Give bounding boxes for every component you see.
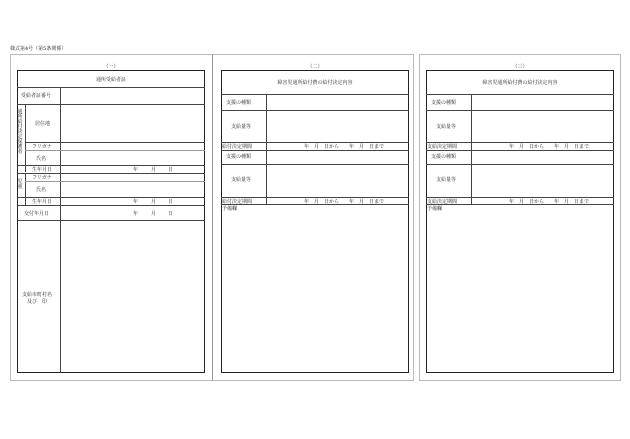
panel3-remarks-label: 予備欄	[427, 206, 443, 212]
form-label: 様式第4号（第5条関係）	[10, 46, 67, 52]
panel3-support-type-label-2: 支援の種類	[431, 154, 457, 160]
panel2-period-text: 年 月 日から 年 月 日まで	[304, 144, 385, 150]
panel2-support-type-label: 支援の種類	[226, 100, 252, 106]
child-furigana-label: フリガナ	[32, 175, 52, 181]
address-label: 居住地	[35, 121, 51, 127]
panel2-supply-amount-label-2: 支給量等	[231, 177, 252, 183]
panel3-line-3	[426, 150, 614, 151]
issue-month: 月	[151, 211, 157, 217]
birthdate-year: 年	[133, 167, 139, 173]
panel3-period-text: 年 月 日から 年 月 日まで	[509, 144, 590, 150]
panel1-frame	[17, 70, 205, 373]
panel3-number: （三）	[512, 64, 528, 70]
child-birthdate-day: 日	[168, 199, 174, 205]
panel1-line-6	[25, 181, 205, 182]
panel3-line-6	[426, 204, 614, 205]
panel3-supply-amount-label: 支給量等	[436, 124, 457, 130]
panel1-line-4	[17, 165, 205, 166]
panel3-line-title	[426, 94, 614, 95]
panel2-line-2	[221, 142, 409, 143]
municipality-label-2: 及び 印	[27, 299, 48, 305]
panel1-line-1	[17, 104, 205, 105]
panel3-period-label-2: 支給決定期間	[427, 199, 458, 205]
panel1-label-column-line	[60, 87, 61, 373]
panel3-period-label: 支給決定期間	[427, 144, 458, 150]
panel3-period-text-2: 年 月 日から 年 月 日まで	[509, 199, 590, 205]
panel2-supply-amount-label: 支給量等	[231, 124, 252, 130]
issue-day: 日	[168, 211, 174, 217]
guardian-divider	[25, 104, 26, 172]
panel1-line-title	[17, 87, 205, 88]
panel1-line-3	[25, 150, 205, 151]
birthdate-label: 生年月日	[32, 167, 53, 173]
panel2-period-label-2: 給付決定期間	[222, 199, 253, 205]
panel3-frame	[426, 70, 614, 373]
sheet-fold-line	[212, 54, 213, 381]
child-divider	[25, 173, 26, 205]
municipality-label-1: 支給市町村名	[22, 292, 53, 298]
panel1-number: （一）	[103, 64, 119, 70]
panel1-line-8	[17, 205, 205, 206]
panel2-period-text-2: 年 月 日から 年 月 日まで	[304, 199, 385, 205]
panel3-supply-amount-label-2: 支給量等	[436, 177, 457, 183]
child-label: 児童	[17, 179, 23, 190]
panel2-line-6	[221, 204, 409, 205]
child-birthdate-year: 年	[133, 199, 139, 205]
panel3-support-type-label: 支援の種類	[431, 100, 457, 106]
panel1-title: 通所受給者証	[95, 77, 126, 83]
panel2-line-3	[221, 150, 409, 151]
panel3-line-4	[426, 164, 614, 165]
panel2-support-type-label-2: 支援の種類	[226, 154, 252, 160]
panel1-line-9	[17, 220, 205, 221]
panel2-frame	[221, 70, 409, 373]
panel2-line-5	[221, 197, 409, 198]
panel2-line-1	[221, 110, 409, 111]
panel3-line-2	[426, 142, 614, 143]
child-birthdate-month: 月	[151, 199, 157, 205]
panel2-period-label: 給付決定期間	[222, 144, 253, 150]
panel1-line-7	[17, 197, 205, 198]
panel1-line-2	[25, 142, 205, 143]
panel2-number: （二）	[307, 64, 323, 70]
panel3-line-1	[426, 110, 614, 111]
name-label: 氏名	[36, 156, 47, 162]
child-birthdate-label: 生年月日	[32, 199, 53, 205]
panel3-title: 障害児通所給付費の給付決定内容	[482, 80, 558, 86]
furigana-label: フリガナ	[32, 144, 52, 150]
child-name-label: 氏名	[36, 187, 47, 193]
panel1-line-5	[17, 173, 205, 174]
issue-year: 年	[133, 211, 139, 217]
panel2-remarks-label: 予備欄	[222, 206, 238, 212]
birthdate-month: 月	[151, 167, 157, 173]
panel2-title: 障害児通所給付費の給付決定内容	[277, 80, 353, 86]
birthdate-day: 日	[168, 167, 174, 173]
panel2-line-4	[221, 164, 409, 165]
guardian-label: 通所給付決定保護者	[17, 109, 23, 155]
panel3-line-5	[426, 197, 614, 198]
panel2-line-title	[221, 94, 409, 95]
recipient-number-label: 受給者証番号	[21, 93, 52, 99]
issue-date-label: 交付年月日	[24, 211, 50, 217]
